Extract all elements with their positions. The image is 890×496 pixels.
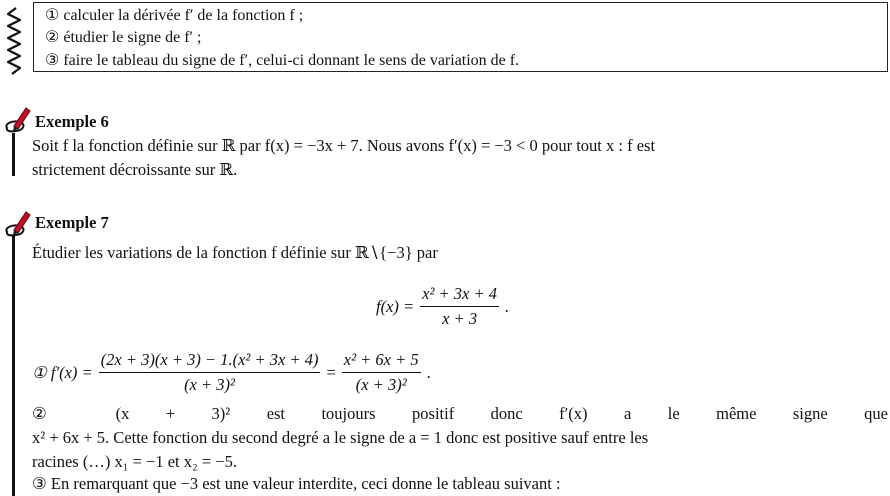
function-fraction [420, 284, 499, 329]
method-step-2: ② étudier le signe de f′ ; [45, 29, 202, 46]
example-6-line-2: strictement décroissante sur ℝ. [32, 160, 238, 179]
step-2-line-3: racines (…) x₁ = −1 et x₂ = −5. [32, 452, 237, 471]
derivative-numerator-2: x² + 6x + 5 [342, 350, 421, 373]
step-1-period: . [426, 362, 431, 382]
step-3-line: ③ En remarquant que −3 est une valeur interdite, ceci donne le tableau suivant : [32, 474, 561, 493]
function-denominator: x + 3 [442, 309, 478, 328]
function-period: . [505, 296, 510, 316]
example-7-intro: Étudier les variations de la fonction f définie sur ℝ∖{−3} par [32, 243, 438, 262]
derivative-numerator-1: (2x + 3)(x + 3) − 1.(x² + 3x + 4) [99, 350, 321, 373]
function-numerator: x² + 3x + 4 [420, 284, 499, 307]
method-box [33, 2, 888, 72]
derivative-fraction-1 [99, 350, 321, 395]
example-6-line-1: Soit f la fonction définie sur ℝ par f(x) = −3x + 7. Nous avons f′(x) = −3 < 0 pour tout x : f est [32, 136, 656, 155]
pen-icon [2, 104, 32, 134]
function-lhs: f(x) = [376, 296, 415, 316]
zigzag-icon [4, 6, 26, 76]
example-6-bar [12, 133, 15, 176]
example-6-title: Exemple 6 [35, 112, 109, 131]
step-2-line-2: x² + 6x + 5. Cette fonction du second degré a le signe de a = 1 donc est positive sauf entre les [32, 428, 649, 447]
derivative-fraction-2 [342, 350, 421, 395]
derivative-denominator-2: (x + 3)² [355, 375, 407, 394]
step-1-prefix: ① f′(x) = [32, 362, 93, 382]
pen-icon [2, 208, 32, 238]
example-7-title: Exemple 7 [35, 213, 109, 232]
step-2-line-1: ② (x + 3)² est toujours positif donc f′(x) a le même signe que [32, 404, 888, 423]
step-1-derivative [32, 350, 431, 395]
step-1-equals: = [326, 362, 336, 382]
function-definition [376, 284, 509, 329]
derivative-denominator-1: (x + 3)² [184, 375, 236, 394]
example-7-bar [12, 236, 15, 496]
method-step-1: ① calculer la dérivée f′ de la fonction f ; [45, 7, 304, 24]
method-step-3: ③ faire le tableau du signe de f′, celui-ci donnant le sens de variation de f. [45, 52, 520, 69]
